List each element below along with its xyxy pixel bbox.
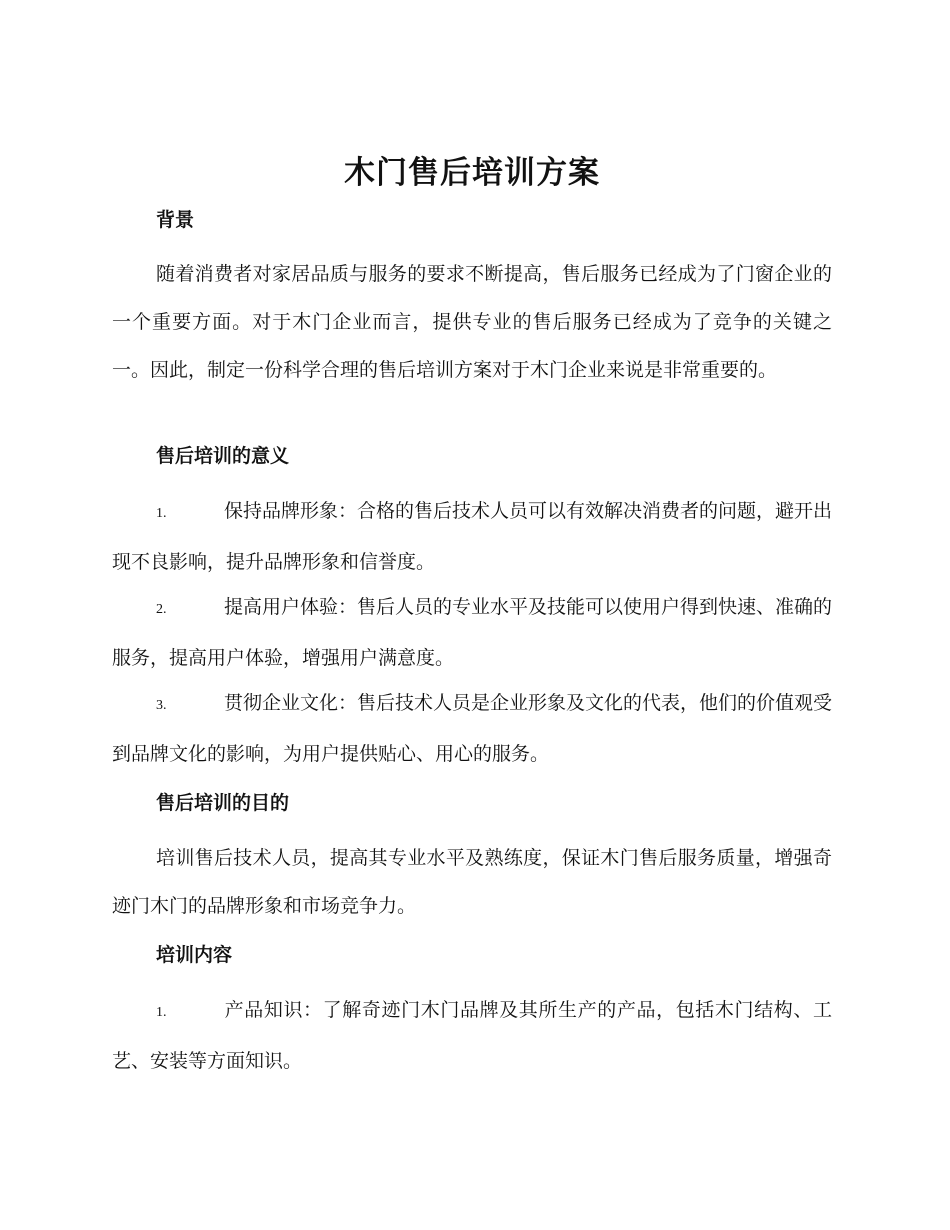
heading-purpose: 售后培训的目的	[156, 792, 290, 814]
list-item-text: 提高用户体验：售后人员的专业水平及技能可以使用户得到快速、准确的服务，提高用户体验，增强用户满意度。	[112, 596, 833, 669]
heading-significance: 售后培训的意义	[156, 445, 290, 467]
paragraph-background: 随着消费者对家居品质与服务的要求不断提高，售后服务已经成为了门窗企业的一个重要方面。对于木门企业而言，提供专业的售后服务已经成为了竞争的关键之一。因此，制定一份科学合理的售后培训方案对于木门企业来说是非常重要的。	[112, 263, 832, 381]
list-item	[112, 487, 832, 586]
list-item-number: 3.	[156, 698, 167, 713]
list-item-text: 贯彻企业文化：售后技术人员是企业形象及文化的代表，他们的价值观受到品牌文化的影响，为用户提供贴心、用心的服务。	[112, 692, 833, 765]
list-item-number: 1.	[156, 1005, 167, 1020]
list-item-number: 1.	[156, 506, 167, 521]
list-item-text: 产品知识：了解奇迹门木门品牌及其所生产的产品，包括木门结构、工艺、安装等方面知识。	[112, 999, 832, 1072]
list-item	[112, 679, 832, 778]
list-item-number: 2.	[156, 602, 167, 617]
list-item	[112, 986, 832, 1085]
document-title: 木门售后培训方案	[344, 155, 600, 191]
list-item	[112, 583, 832, 682]
heading-background: 背景	[156, 209, 195, 231]
list-item-text: 保持品牌形象：合格的售后技术人员可以有效解决消费者的问题，避开出现不良影响，提升品牌形象和信誉度。	[112, 500, 833, 573]
heading-content: 培训内容	[156, 944, 233, 966]
paragraph-purpose: 培训售后技术人员，提高其专业水平及熟练度，保证木门售后服务质量，增强奇迹门木门的品牌形象和市场竞争力。	[112, 847, 832, 917]
